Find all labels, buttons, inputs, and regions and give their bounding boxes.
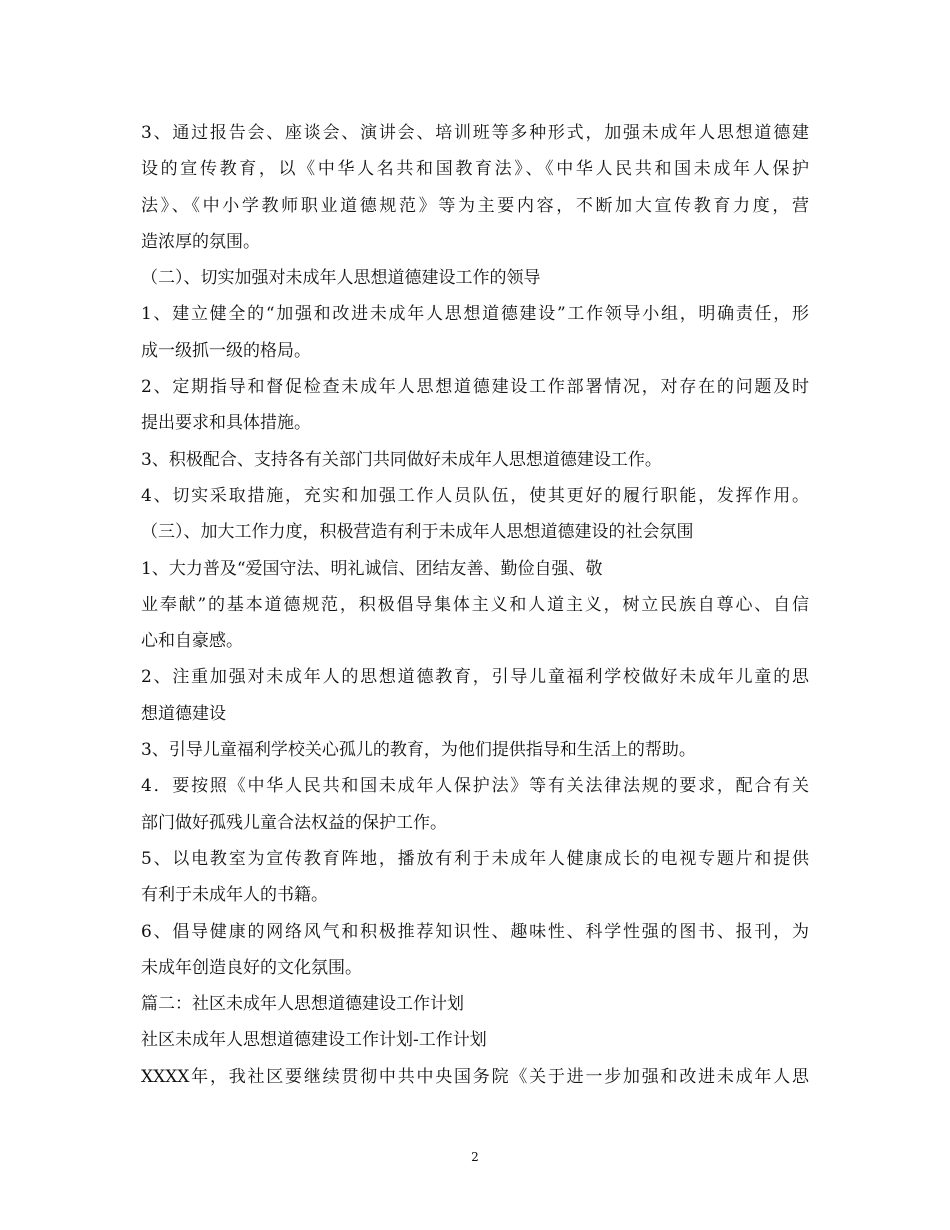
- text-line: 1、建立健全的“加强和改进未成年人思想道德建设”工作领导小组，明确责任，形: [141, 304, 809, 325]
- text-line: 1、大力普及“爱国守法、明礼诚信、团结友善、勤俭自强、敬: [141, 558, 603, 579]
- text-line: 4．要按照《中华人民共和国未成年人保护法》等有关法律法规的要求，配合有关: [141, 776, 809, 797]
- text-line: 5、以电教室为宣传教育阵地，播放有利于未成年人健康成长的电视专题片和提供: [141, 848, 809, 869]
- text-line: 3、积极配合、支持各有关部门共同做好未成年人思想道德建设工作。: [141, 449, 662, 470]
- text-line: 2、定期指导和督促检查未成年人思想道德建设工作部署情况，对存在的问题及时: [141, 377, 809, 398]
- page-number: 2: [471, 1150, 479, 1164]
- text-line: 未成年创造良好的文化氛围。: [141, 957, 362, 978]
- text-line: 业奉献”的基本道德规范，积极倡导集体主义和人道主义，树立民族自尊心、自信: [141, 594, 809, 615]
- text-line: 4、切实采取措施，充实和加强工作人员队伍，使其更好的履行职能，发挥作用。: [141, 485, 809, 506]
- text-line: 部门做好孤残儿童合法权益的保护工作。: [141, 812, 447, 833]
- text-line: 设的宣传教育，以《中华人名共和国教育法》、《中华人民共和国未成年人保护: [141, 159, 809, 180]
- text-line: 成一级抓一级的格局。: [141, 340, 311, 361]
- text-line: （二）、切实加强对未成年人思想道德建设工作的领导: [141, 268, 541, 289]
- text-line: 想道德建设: [141, 703, 226, 724]
- text-line: 2、注重加强对未成年人的思想道德教育，引导儿童福利学校做好未成年儿童的思: [141, 667, 809, 688]
- text-line: 提出要求和具体措施。: [141, 413, 311, 434]
- text-line: 6、倡导健康的网络风气和积极推荐知识性、趣味性、科学性强的图书、报刊，为: [141, 921, 809, 942]
- text-line: XXXX年，我社区要继续贯彻中共中央国务院《关于进一步加强和改进未成年人思: [141, 1066, 809, 1087]
- document-body: [141, 115, 809, 1095]
- text-line: 3、通过报告会、座谈会、演讲会、培训班等多种形式，加强未成年人思想道德建: [141, 123, 809, 143]
- text-line: 有利于未成年人的书籍。: [141, 885, 328, 906]
- text-line: 法》、《中小学教师职业道德规范》等为主要内容，不断加大宣传教育力度，营: [141, 195, 809, 216]
- text-line: 社区未成年人思想道德建设工作计划-工作计划: [141, 1030, 487, 1051]
- text-line: 造浓厚的氛围。: [141, 231, 260, 252]
- text-line: 3、引导儿童福利学校关心孤儿的教育，为他们提供指导和生活上的帮助。: [141, 740, 696, 761]
- text-line: 心和自豪感。: [141, 631, 243, 652]
- text-line: （三）、加大工作力度，积极营造有利于未成年人思想道德建设的社会氛围: [141, 522, 694, 543]
- text-line: 篇二：社区未成年人思想道德建设工作计划: [141, 994, 464, 1015]
